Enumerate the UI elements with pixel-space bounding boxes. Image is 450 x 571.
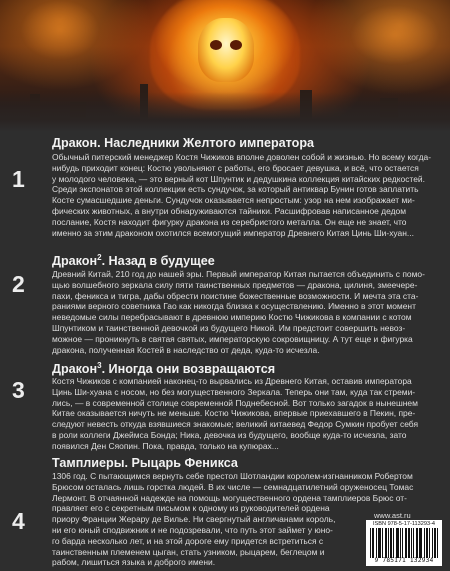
entry-description: 1306 год. С пытающимся вернуть себе престол Шотландии королем-изгнанником Робертом Брюсом осталась лишь горстка людей. В их числе — семнадцатилетний оруженосец Томас Лермонт. В отчаянной надежде на помощь могущественного ордена тамплиеров Брюс от- правляет его с секретным письмом к одному из руководителей ордена приору Франции Жерару де Вилье. Ни свергнутый англичанами король, ни его юный сподвижник и не подозревали, что путь этот займет у юно- го барда несколько лет, и на этой дороге ему придется встретиться с таинственным племенем цыган, стать узником, рыцарем, беглецом и рабом, лишиться языка и доброго имени. — [52, 471, 414, 568]
isbn-text: ISBN 978-5-17-113293-4 — [372, 521, 436, 527]
isbn-barcode — [366, 520, 442, 566]
entry-description: Костя Чижиков с компанией наконец-то вырвались из Древнего Китая, оставив императора Цинь Ши-хуана с носом, но без могущественного Зеркала. Теперь они там, куда так стреми- лись, — в современной столице современной Поднебесной. Вот только загадок в нынешнем Китае оказывается ничуть не меньше. Костю Чижикова, впервые приехавшего в Пекин, пре- следуют невесть откуда взявшиеся знакомые; великий китаевед Федор Сумкин пробует себя в роли коллеги Джеймса Бонда; Ника, девочка из будущего, вообще куда-то исчезла, зато появился Ден Сяопин. Пока, правда, только на купюрах... — [52, 376, 419, 451]
entry-number: 4 — [12, 508, 25, 534]
entry-title: Тамплиеры. Рыцарь Феникса — [52, 456, 238, 470]
cover-fire-illustration — [0, 0, 450, 132]
entry-title: Дракон$^2$. Назад в будущее — [52, 253, 215, 268]
barcode-bars — [370, 528, 438, 558]
entry-title: Дракон$^3$. Иногда они возвращаются — [52, 361, 276, 376]
entry-number: 1 — [12, 166, 25, 192]
flaming-skull — [198, 18, 254, 82]
entry-number: 3 — [12, 377, 25, 403]
entry-number: 2 — [12, 271, 25, 297]
barcode-number: 9 785171 132934 — [374, 557, 434, 564]
publisher-url[interactable]: www.ast.ru — [374, 511, 411, 520]
entry-title: Дракон. Наследники Желтого императора — [52, 136, 315, 150]
entry-description: Древний Китай, 210 год до нашей эры. Первый император Китая пытается объединить с помо- щью волшебного зеркала силу пяти таинственных предметов — дракона, цилиня, змеечере- пахи, феникса и тигра, дабы обрести поистине божественные возможности. И мечта эта ста- раниями верного советника Гао как никогда близка к осуществлению. Именно в этот момент неведомые силы перебрасывают в древнюю империю Костю Чижикова в компании с котом Шпунтиком и таинственной девочкой из будущего Никой. Им предстоит совершить невоз- можное — проникнуть в святая святых, императорскую сокровищницу. А тут еще и фигурка дракона, полученная Костей в наследство от деда, куда-то исчезла. — [52, 269, 425, 355]
entry-description: Обычный питерский менеджер Костя Чижиков вполне доволен собой и жизнью. Но всему когда- нибудь приходит конец: Костю увольняют с работы, его бросает девушка, и всё, что остается у молодого человека, — это верный кот Шпунтик и дедушкина коллекция китайских редкостей. Среди экспонатов этой коллекции есть сундучок, за который антиквар Бунин готов заплатить Косте сумасшедшие деньги. Сундучок оказывается непростым: узор на нем изображает ми- фических животных, а внутри обнаруживаются тайники. Расшифровав написанное дедом послание, Костя находит фигурку дракона из серебристого металла. Он еще не знает, что именно за этим драконом охотился всемогущий император Древнего Китая Цинь Ши-хуан... — [52, 152, 432, 238]
